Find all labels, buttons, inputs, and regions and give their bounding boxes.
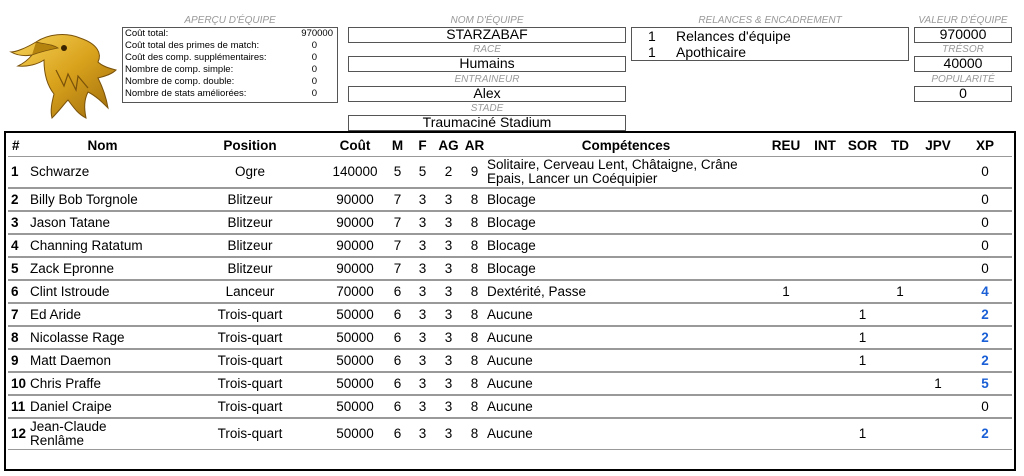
player-cost: 50000 [325, 303, 385, 326]
player-ar: 8 [462, 303, 487, 326]
player-number: 1 [8, 156, 30, 188]
player-f: 3 [410, 257, 435, 280]
player-name: Clint Istroude [30, 280, 175, 303]
reroll-count: 1 [648, 28, 656, 44]
col-header-number: # [12, 138, 20, 153]
overview-value: 0 [311, 52, 317, 63]
roster-row [8, 257, 1012, 280]
player-jpv [918, 349, 958, 372]
col-header-ar: AR [464, 138, 485, 153]
player-number: 9 [8, 349, 30, 372]
player-td [882, 211, 918, 234]
overview-caption: APERÇU D'ÉQUIPE [184, 15, 276, 26]
player-f: 3 [410, 211, 435, 234]
col-header-skills: Compétences [581, 138, 671, 153]
player-xp: 0 [958, 156, 1012, 188]
player-reu [765, 234, 807, 257]
player-number: 2 [8, 188, 30, 211]
player-ar: 8 [462, 188, 487, 211]
reroll-row [632, 28, 908, 44]
player-xp: 2 [958, 349, 1012, 372]
player-sor [843, 395, 882, 418]
col-header-td: TD [891, 138, 909, 153]
col-header-m: M [391, 138, 404, 153]
player-m: 5 [385, 156, 410, 188]
player-jpv [918, 188, 958, 211]
roster-row [8, 326, 1012, 349]
roster-body [8, 156, 1012, 450]
overview-label: Coût des comp. supplémentaires: [125, 52, 267, 63]
player-ag: 3 [435, 418, 462, 450]
overview-label: Nombre de comp. simple: [125, 64, 234, 75]
roster-row [8, 395, 1012, 418]
player-m: 6 [385, 303, 410, 326]
player-jpv: 1 [918, 372, 958, 395]
overview-row [123, 40, 337, 52]
overview-row [123, 52, 337, 64]
player-number: 10 [8, 372, 30, 395]
roster-row [8, 280, 1012, 303]
player-reu [765, 257, 807, 280]
player-m: 7 [385, 234, 410, 257]
player-reu [765, 349, 807, 372]
player-ar: 8 [462, 395, 487, 418]
player-number: 8 [8, 326, 30, 349]
reroll-count: 1 [648, 44, 656, 60]
player-xp: 0 [958, 211, 1012, 234]
player-jpv [918, 211, 958, 234]
player-int [807, 211, 843, 234]
player-td [882, 349, 918, 372]
player-jpv [918, 303, 958, 326]
player-skills: Aucune [487, 303, 765, 326]
player-reu [765, 418, 807, 450]
player-reu: 1 [765, 280, 807, 303]
stadium-caption: STADE [470, 103, 504, 114]
col-header-xp: XP [975, 138, 994, 153]
player-cost: 50000 [325, 349, 385, 372]
player-number: 4 [8, 234, 30, 257]
roster-row [8, 349, 1012, 372]
team-name-caption: NOM D'ÉQUIPE [450, 15, 524, 26]
player-m: 6 [385, 395, 410, 418]
roster-row [8, 156, 1012, 188]
player-xp: 0 [958, 257, 1012, 280]
player-td [882, 303, 918, 326]
coach-field: Alex [348, 86, 626, 102]
player-skills: Blocage [487, 257, 765, 280]
player-xp: 4 [958, 280, 1012, 303]
overview-row [123, 28, 337, 40]
player-skills: Aucune [487, 418, 765, 450]
reroll-row [632, 44, 908, 60]
player-td [882, 257, 918, 280]
player-m: 7 [385, 257, 410, 280]
player-ag: 3 [435, 326, 462, 349]
overview-label: Coût total: [125, 28, 169, 39]
player-xp: 2 [958, 326, 1012, 349]
col-header-jpv: JPV [925, 138, 951, 153]
reroll-label: Apothicaire [676, 44, 747, 60]
team-overview-box [122, 27, 338, 103]
player-int [807, 372, 843, 395]
player-reu [765, 156, 807, 188]
player-reu [765, 211, 807, 234]
player-xp: 2 [958, 418, 1012, 450]
roster-row [8, 188, 1012, 211]
player-ag: 2 [435, 156, 462, 188]
rerolls-box [631, 27, 909, 61]
overview-label: Nombre de stats améliorées: [125, 88, 247, 99]
player-ag: 3 [435, 211, 462, 234]
player-reu [765, 326, 807, 349]
player-sor: 1 [843, 418, 882, 450]
player-sor [843, 188, 882, 211]
player-m: 6 [385, 326, 410, 349]
col-header-ag: AG [438, 138, 459, 153]
overview-value: 0 [311, 64, 317, 75]
team-name-field: STARZABAF [348, 27, 626, 43]
player-ar: 8 [462, 326, 487, 349]
player-position: Blitzeur [175, 188, 325, 211]
overview-label: Nombre de comp. double: [125, 76, 235, 87]
player-name: Matt Daemon [30, 349, 175, 372]
player-jpv [918, 326, 958, 349]
player-position: Trois-quart [175, 349, 325, 372]
player-skills: Aucune [487, 349, 765, 372]
player-jpv [918, 156, 958, 188]
player-cost: 90000 [325, 188, 385, 211]
player-f: 3 [410, 188, 435, 211]
player-ar: 9 [462, 156, 487, 188]
player-reu [765, 188, 807, 211]
player-int [807, 156, 843, 188]
col-header-reu: REU [771, 138, 801, 153]
player-ar: 8 [462, 280, 487, 303]
roster-table-frame [4, 131, 1016, 471]
player-name: Schwarze [30, 156, 175, 188]
player-td [882, 234, 918, 257]
player-position: Trois-quart [175, 418, 325, 450]
player-sor: 1 [843, 303, 882, 326]
popularity-field: 0 [914, 86, 1012, 102]
player-cost: 50000 [325, 326, 385, 349]
player-cost: 50000 [325, 418, 385, 450]
player-position: Lanceur [175, 280, 325, 303]
col-header-cost: Coût [339, 138, 371, 153]
player-cost: 90000 [325, 234, 385, 257]
player-ag: 3 [435, 372, 462, 395]
player-name: Chris Praffe [30, 372, 175, 395]
player-name: Jean-Claude Renlâme [30, 418, 175, 450]
player-number: 11 [8, 395, 30, 418]
player-skills: Blocage [487, 211, 765, 234]
player-sor [843, 234, 882, 257]
player-ar: 8 [462, 372, 487, 395]
player-ag: 3 [435, 188, 462, 211]
player-f: 3 [410, 372, 435, 395]
player-cost: 50000 [325, 395, 385, 418]
player-cost: 50000 [325, 372, 385, 395]
player-xp: 5 [958, 372, 1012, 395]
player-ag: 3 [435, 257, 462, 280]
player-cost: 140000 [325, 156, 385, 188]
player-position: Trois-quart [175, 326, 325, 349]
overview-label: Coût total des primes de match: [125, 40, 260, 51]
roster-row [8, 211, 1012, 234]
player-f: 3 [410, 349, 435, 372]
player-td [882, 395, 918, 418]
player-name: Billy Bob Torgnole [30, 188, 175, 211]
player-int [807, 303, 843, 326]
col-header-sor: SOR [847, 138, 878, 153]
player-name: Daniel Craipe [30, 395, 175, 418]
player-cost: 70000 [325, 280, 385, 303]
overview-value: 0 [311, 40, 317, 51]
player-ag: 3 [435, 395, 462, 418]
player-int [807, 418, 843, 450]
player-sor [843, 372, 882, 395]
player-ag: 3 [435, 303, 462, 326]
col-header-name: Nom [87, 138, 118, 153]
player-jpv [918, 395, 958, 418]
player-int [807, 188, 843, 211]
overview-row [123, 64, 337, 76]
player-td: 1 [882, 280, 918, 303]
race-caption: RACE [473, 44, 501, 55]
player-skills: Dextérité, Passe [487, 280, 765, 303]
player-xp: 0 [958, 395, 1012, 418]
player-number: 5 [8, 257, 30, 280]
overview-row [123, 76, 337, 88]
player-jpv [918, 257, 958, 280]
col-header-int: INT [814, 138, 836, 153]
player-reu [765, 372, 807, 395]
player-f: 5 [410, 156, 435, 188]
player-sor: 1 [843, 326, 882, 349]
player-td [882, 156, 918, 188]
player-position: Trois-quart [175, 395, 325, 418]
player-jpv [918, 234, 958, 257]
player-int [807, 326, 843, 349]
player-name: Jason Tatane [30, 211, 175, 234]
player-position: Blitzeur [175, 211, 325, 234]
team-value-caption: VALEUR D'ÉQUIPE [918, 15, 1008, 26]
player-jpv [918, 280, 958, 303]
player-ag: 3 [435, 234, 462, 257]
player-number: 3 [8, 211, 30, 234]
player-xp: 0 [958, 234, 1012, 257]
player-skills: Aucune [487, 395, 765, 418]
roster-row [8, 303, 1012, 326]
player-m: 6 [385, 372, 410, 395]
player-int [807, 280, 843, 303]
player-sor [843, 156, 882, 188]
player-position: Trois-quart [175, 372, 325, 395]
player-name: Nicolasse Rage [30, 326, 175, 349]
player-skills: Blocage [487, 188, 765, 211]
player-skills: Solitaire, Cerveau Lent, Châtaigne, Crâne Epais, Lancer un Coéquipier [487, 156, 765, 188]
race-field: Humains [348, 56, 626, 72]
coach-caption: ENTRAINEUR [454, 74, 520, 85]
popularity-caption: POPULARITÉ [931, 74, 995, 85]
player-name: Zack Epronne [30, 257, 175, 280]
treasury-caption: TRÉSOR [942, 44, 984, 55]
player-skills: Aucune [487, 326, 765, 349]
player-f: 3 [410, 395, 435, 418]
player-sor: 1 [843, 349, 882, 372]
player-sor [843, 211, 882, 234]
player-position: Blitzeur [175, 234, 325, 257]
player-ar: 8 [462, 211, 487, 234]
roster-row [8, 418, 1012, 450]
player-f: 3 [410, 418, 435, 450]
player-m: 7 [385, 211, 410, 234]
rerolls-caption: RELANCES & ENCADREMENT [698, 15, 842, 26]
player-m: 6 [385, 280, 410, 303]
player-int [807, 349, 843, 372]
col-header-position: Position [223, 138, 277, 153]
stadium-field: Traumaciné Stadium [348, 115, 626, 131]
player-f: 3 [410, 326, 435, 349]
overview-row [123, 88, 337, 100]
player-number: 6 [8, 280, 30, 303]
roster-header-row [8, 135, 1012, 156]
player-ar: 8 [462, 257, 487, 280]
player-ar: 8 [462, 234, 487, 257]
roster-row [8, 372, 1012, 395]
player-td [882, 418, 918, 450]
player-cost: 90000 [325, 257, 385, 280]
team-value-field: 970000 [914, 27, 1012, 43]
treasury-field: 40000 [914, 56, 1012, 72]
player-f: 3 [410, 303, 435, 326]
player-number: 12 [8, 418, 30, 450]
player-skills: Blocage [487, 234, 765, 257]
player-td [882, 188, 918, 211]
player-xp: 0 [958, 188, 1012, 211]
player-sor [843, 280, 882, 303]
player-skills: Aucune [487, 372, 765, 395]
overview-value: 970000 [301, 28, 333, 39]
player-jpv [918, 418, 958, 450]
player-sor [843, 257, 882, 280]
player-number: 7 [8, 303, 30, 326]
player-position: Ogre [175, 156, 325, 188]
team-logo [8, 30, 118, 120]
player-xp: 2 [958, 303, 1012, 326]
player-f: 3 [410, 234, 435, 257]
player-reu [765, 395, 807, 418]
roster-table [8, 135, 1012, 450]
player-td [882, 326, 918, 349]
reroll-label: Relances d'équipe [676, 28, 791, 44]
player-m: 7 [385, 188, 410, 211]
player-f: 3 [410, 280, 435, 303]
player-ar: 8 [462, 418, 487, 450]
roster-row [8, 234, 1012, 257]
player-name: Channing Ratatum [30, 234, 175, 257]
player-ag: 3 [435, 349, 462, 372]
col-header-f: F [418, 138, 427, 153]
player-ag: 3 [435, 280, 462, 303]
golden-eagle-head-icon [8, 30, 118, 120]
player-int [807, 234, 843, 257]
player-td [882, 372, 918, 395]
player-name: Ed Aride [30, 303, 175, 326]
player-m: 6 [385, 418, 410, 450]
player-ar: 8 [462, 349, 487, 372]
player-m: 6 [385, 349, 410, 372]
player-int [807, 395, 843, 418]
player-position: Blitzeur [175, 257, 325, 280]
player-position: Trois-quart [175, 303, 325, 326]
player-int [807, 257, 843, 280]
player-cost: 90000 [325, 211, 385, 234]
overview-value: 0 [311, 76, 317, 87]
overview-value: 0 [311, 88, 317, 99]
player-reu [765, 303, 807, 326]
